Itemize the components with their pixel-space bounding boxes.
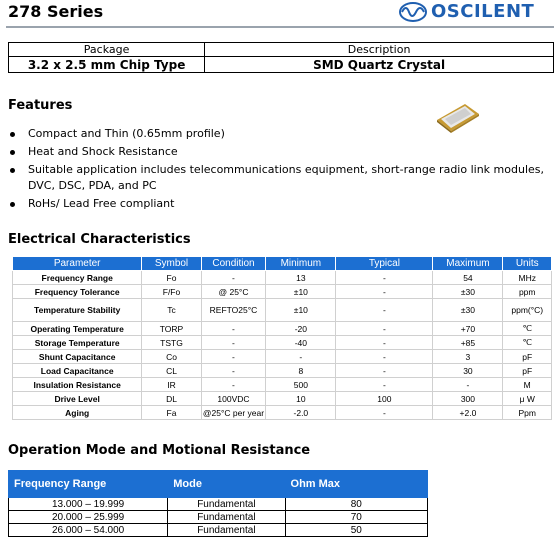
table-cell: - — [336, 364, 433, 378]
table-cell: Load Capacitance — [13, 364, 142, 378]
table-cell: 13.000 – 19.999 — [9, 498, 168, 511]
table-cell: Shunt Capacitance — [13, 350, 142, 364]
description-value: SMD Quartz Crystal — [205, 57, 554, 73]
table-cell: 30 — [433, 364, 503, 378]
table-cell: REFTO25°C — [201, 299, 266, 322]
table-cell: ±10 — [266, 299, 336, 322]
table-row — [13, 271, 552, 285]
table-cell: Insulation Resistance — [13, 378, 142, 392]
table-cell: - — [336, 271, 433, 285]
table-cell: - — [201, 378, 266, 392]
table-cell: Temperature Stability — [13, 299, 142, 322]
table-cell: +70 — [433, 322, 503, 336]
brand-logo — [398, 1, 558, 23]
table-cell: - — [336, 350, 433, 364]
col-maximum: Maximum — [433, 257, 503, 271]
table-cell: - — [201, 336, 266, 350]
table-cell: Aging — [13, 406, 142, 420]
table-cell: - — [336, 378, 433, 392]
table-cell: Co — [142, 350, 201, 364]
table-cell: -20 — [266, 322, 336, 336]
package-value: 3.2 x 2.5 mm Chip Type — [9, 57, 205, 73]
table-cell: 80 — [285, 498, 427, 511]
table-cell: pF — [503, 350, 552, 364]
table-cell: - — [201, 271, 266, 285]
table-cell: - — [433, 378, 503, 392]
table-row — [13, 336, 552, 350]
bullet-icon — [10, 168, 15, 173]
table-cell: Drive Level — [13, 392, 142, 406]
table-cell: ±30 — [433, 299, 503, 322]
col-frequency-range: Frequency Range — [9, 471, 168, 498]
table-cell: 70 — [285, 511, 427, 524]
table-cell: - — [336, 299, 433, 322]
col-symbol: Symbol — [142, 257, 201, 271]
table-cell: 500 — [266, 378, 336, 392]
table-cell: ppm — [503, 285, 552, 299]
table-cell: MHz — [503, 271, 552, 285]
brand-name: OSCILENT — [431, 1, 535, 22]
table-cell: pF — [503, 364, 552, 378]
operation-heading: Operation Mode and Motional Resistance — [8, 443, 311, 458]
table-cell: Storage Temperature — [13, 336, 142, 350]
table-cell: Fundamental — [168, 511, 285, 524]
table-cell: - — [201, 364, 266, 378]
col-condition: Condition — [201, 257, 266, 271]
table-row — [9, 524, 428, 537]
table-cell: TSTG — [142, 336, 201, 350]
table-cell: Fundamental — [168, 498, 285, 511]
table-row — [13, 378, 552, 392]
package-header: Package — [9, 43, 205, 57]
table-cell: - — [336, 285, 433, 299]
table-cell: Fundamental — [168, 524, 285, 537]
table-cell: - — [201, 322, 266, 336]
col-mode: Mode — [168, 471, 285, 498]
table-cell: 3 — [433, 350, 503, 364]
table-cell: μ W — [503, 392, 552, 406]
table-cell: 300 — [433, 392, 503, 406]
table-cell: 10 — [266, 392, 336, 406]
col-typical: Typical — [336, 257, 433, 271]
table-cell: Tc — [142, 299, 201, 322]
table-cell: ±30 — [433, 285, 503, 299]
col-parameter: Parameter — [13, 257, 142, 271]
table-cell: @25°C per year — [202, 407, 265, 418]
table-cell: Ppm — [503, 406, 552, 420]
table-cell: IR — [142, 378, 201, 392]
table-row — [13, 364, 552, 378]
table-cell: - — [266, 350, 336, 364]
table-cell: -2.0 — [266, 406, 336, 420]
table-cell: Frequency Tolerance — [13, 285, 142, 299]
table-row — [9, 498, 428, 511]
table-row — [13, 322, 552, 336]
package-table — [8, 42, 554, 73]
table-cell: Fa — [142, 406, 201, 420]
feature-item: RoHs/ Lead Free compliant — [8, 196, 548, 212]
table-row — [13, 406, 552, 420]
table-cell: 13 — [266, 271, 336, 285]
electrical-table — [12, 256, 552, 420]
table-row — [13, 285, 552, 299]
table-cell: 100 — [336, 392, 433, 406]
feature-item: Compact and Thin (0.65mm profile) — [8, 126, 548, 142]
table-cell: 8 — [266, 364, 336, 378]
table-row — [13, 350, 552, 364]
table-cell: 100VDC — [201, 392, 266, 406]
description-header: Description — [205, 43, 554, 57]
table-cell: CL — [142, 364, 201, 378]
table-cell: - — [201, 350, 266, 364]
table-cell: ℃ — [503, 322, 552, 336]
col-units: Units — [503, 257, 552, 271]
table-row — [13, 392, 552, 406]
table-cell: Fo — [142, 271, 201, 285]
table-cell: TORP — [142, 322, 201, 336]
bullet-icon — [10, 150, 15, 155]
table-cell: 54 — [433, 271, 503, 285]
feature-list — [8, 126, 548, 214]
table-cell: -40 — [266, 336, 336, 350]
table-cell: ℃ — [503, 336, 552, 350]
table-cell: +85 — [433, 336, 503, 350]
bullet-icon — [10, 202, 15, 207]
bullet-icon — [10, 132, 15, 137]
table-cell: - — [336, 336, 433, 350]
features-heading: Features — [8, 98, 73, 113]
table-cell: - — [336, 406, 433, 420]
table-cell: F/Fo — [142, 285, 201, 299]
col-ohm-max: Ohm Max — [285, 471, 427, 498]
table-row — [13, 299, 552, 322]
table-cell: Operating Temperature — [13, 322, 142, 336]
table-cell: 26.000 – 54.000 — [9, 524, 168, 537]
table-cell: ±10 — [266, 285, 336, 299]
title-divider — [6, 26, 554, 28]
table-cell: @ 25°C — [201, 285, 266, 299]
table-row — [9, 511, 428, 524]
table-cell: DL — [142, 392, 201, 406]
table-cell: 50 — [285, 524, 427, 537]
col-minimum: Minimum — [266, 257, 336, 271]
series-title: 278 Series — [8, 2, 104, 21]
electrical-heading: Electrical Characteristics — [8, 232, 191, 247]
table-cell: M — [503, 378, 552, 392]
wave-logo-icon — [398, 1, 428, 23]
feature-item: Heat and Shock Resistance — [8, 144, 548, 160]
table-cell: +2.0 — [433, 406, 503, 420]
table-cell: 20.000 – 25.999 — [9, 511, 168, 524]
table-cell: ppm(°C) — [503, 299, 552, 322]
feature-item: Suitable application includes telecommunications equipment, short-range radio link modules, DVC, DSC, PDA, and PC — [8, 162, 548, 194]
table-cell: - — [336, 322, 433, 336]
table-cell: Frequency Range — [13, 271, 142, 285]
operation-table — [8, 470, 428, 537]
